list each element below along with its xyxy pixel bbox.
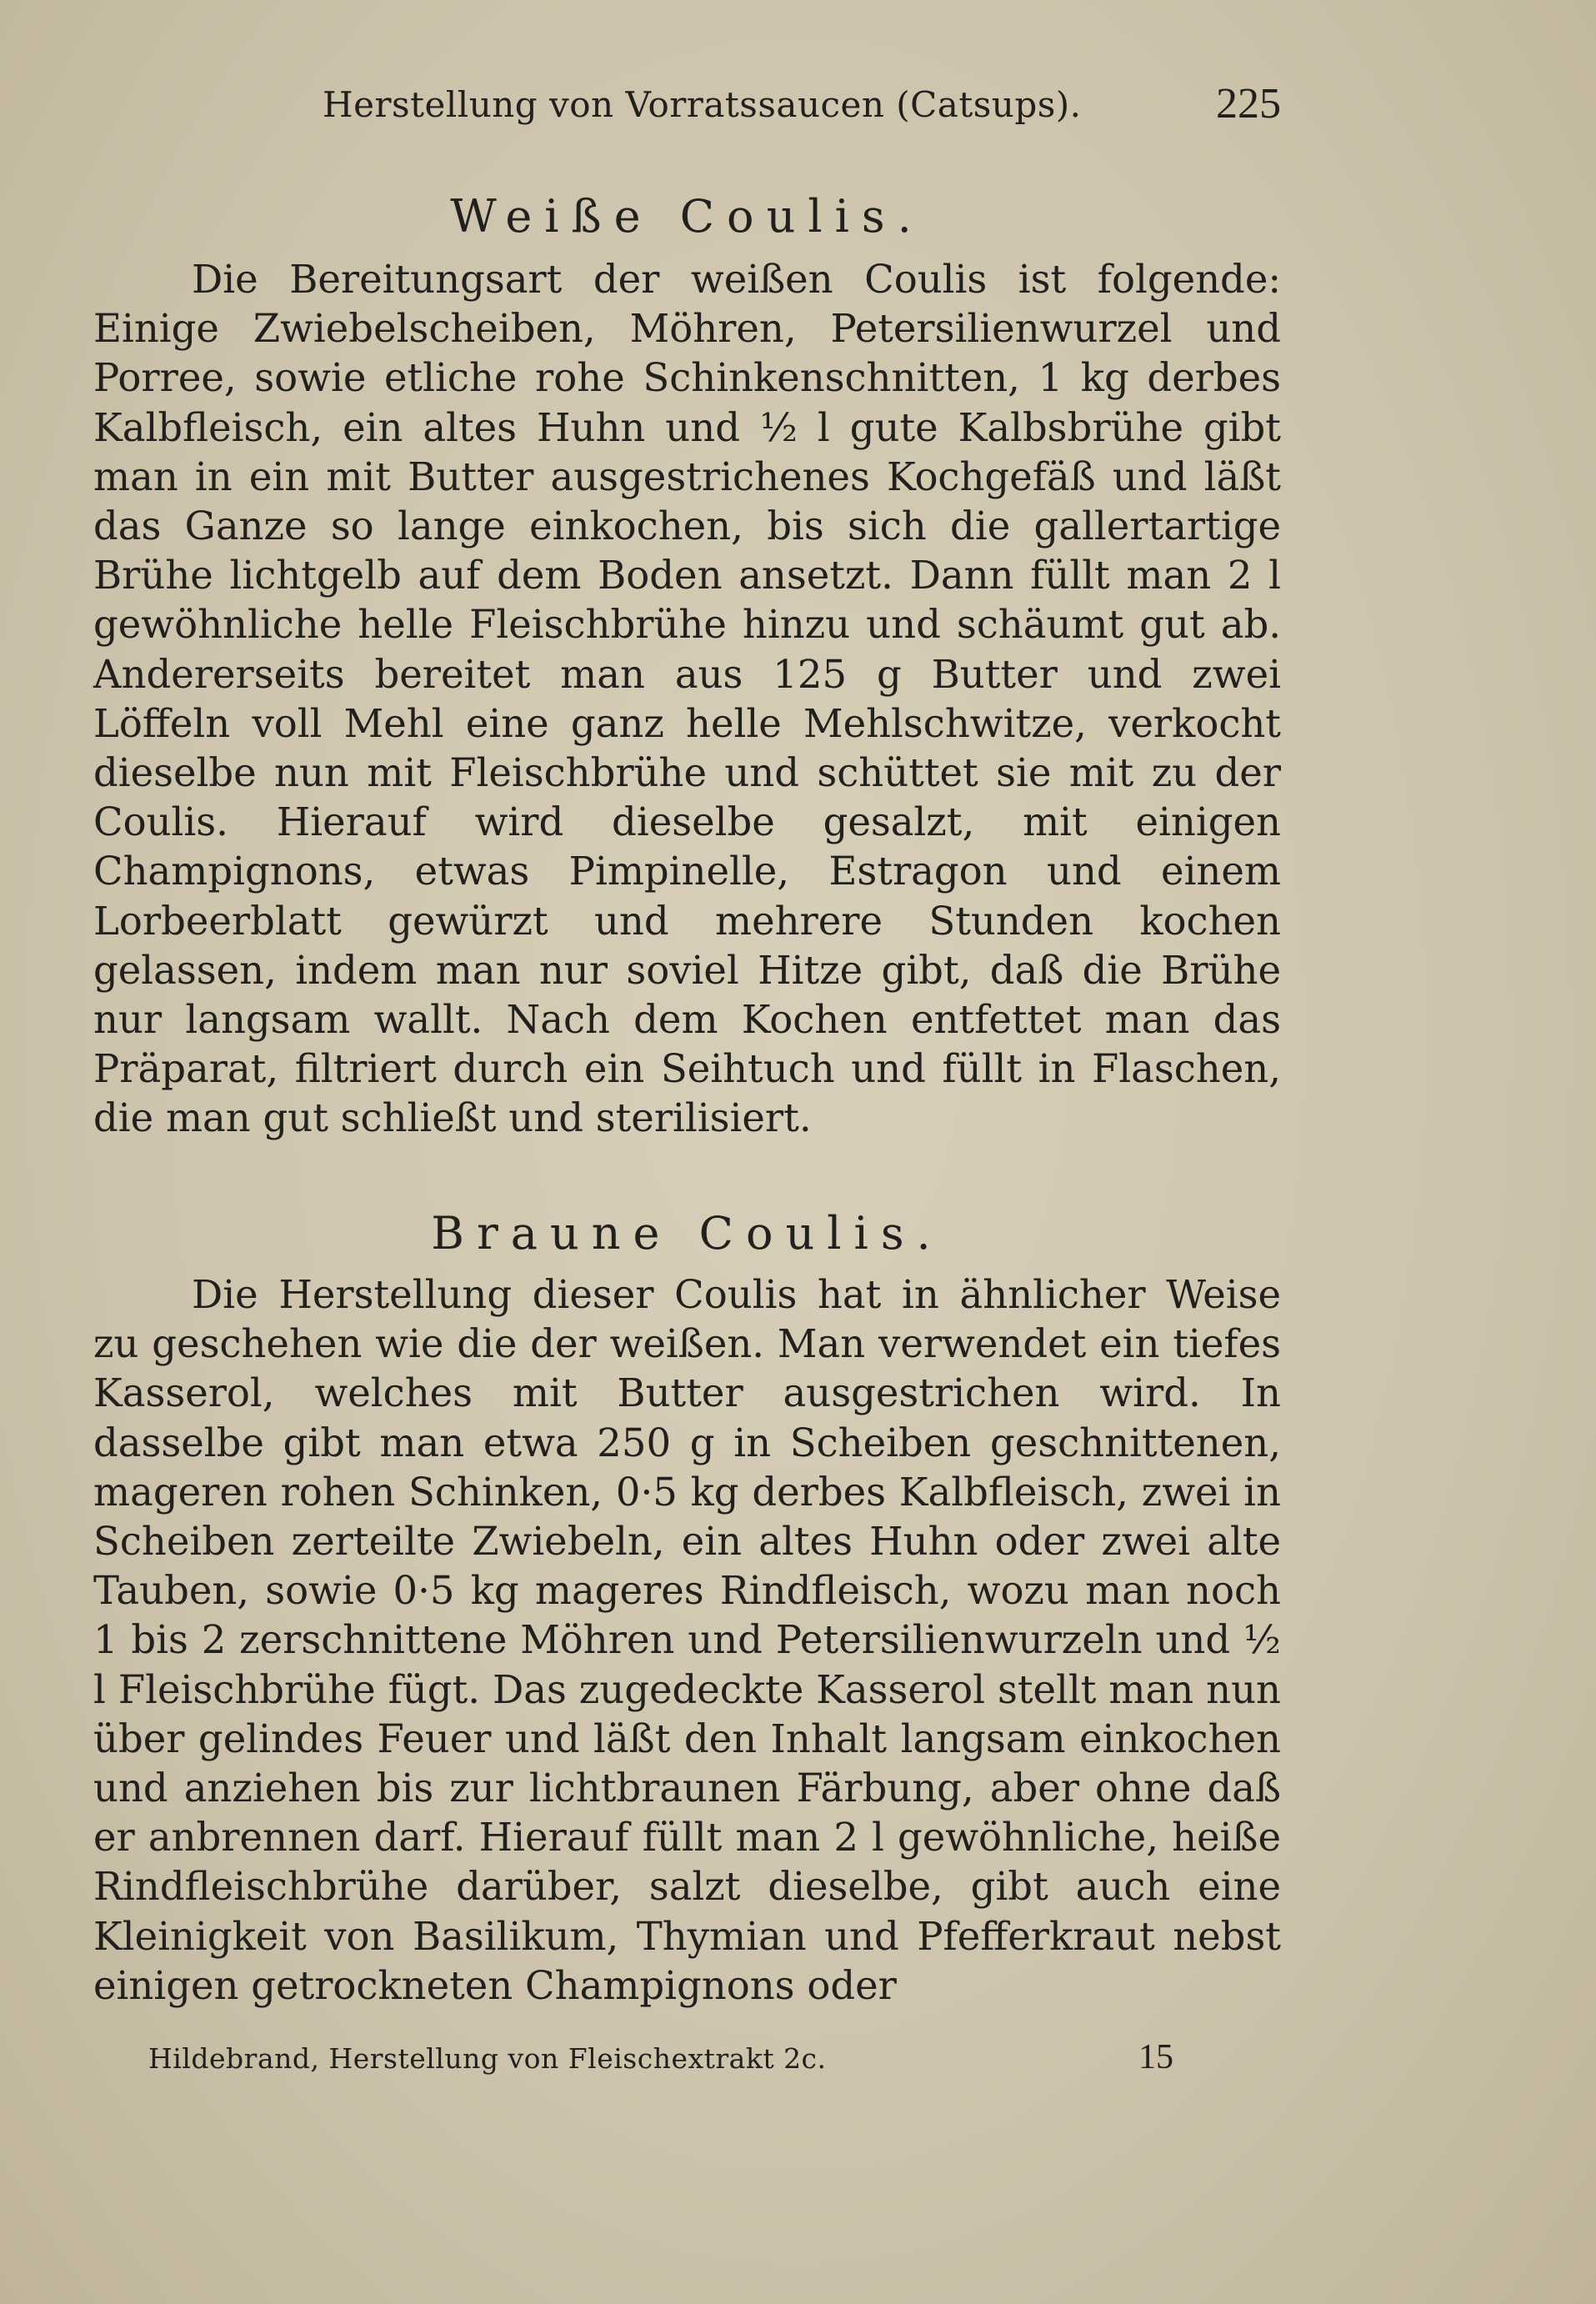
running-title: Herstellung von Vorratssaucen (Catsups). — [323, 84, 1082, 125]
signature-line: Hildebrand, Herstellung von Fleischextrakt 2c. — [148, 2042, 827, 2075]
section-heading-weisse-coulis: Weiße Coulis. — [450, 190, 924, 243]
section-heading-braune-coulis: Braune Coulis. — [431, 1207, 943, 1260]
sheet-number: 15 — [1138, 2038, 1173, 2076]
section-paragraph-braune-coulis: Die Herstellung dieser Coulis hat in ähnlicher Weise zu geschehen wie die der weißen. Man verwendet ein tiefes Kasserol, welches mit Butter ausgestrichen wird. In dasselbe gibt man etwa 250 g in Scheiben geschnittenen, mageren rohen Schinken, 0·5 kg derbes Kalbfleisch, zwei in Scheiben zerteilte Zwiebeln, ein altes Huhn oder zwei alte Tauben, sowie 0·5 kg mageres Rindfleisch, wozu man noch 1 bis 2 zerschnittene Möhren und Petersilienwurzeln und ½ l Fleischbrühe fügt. Das zugedeckte Kasserol stellt man nun über gelindes Feuer und läßt den Inhalt langsam einkochen und anziehen bis zur lichtbraunen Färbung, aber ohne daß er anbrennen darf. Hierauf füllt man 2 l gewöhnliche, heiße Rindfleischbrühe darüber, salzt dieselbe, gibt auch eine Kleinigkeit von Basilikum, Thymian und Pfefferkraut nebst einigen getrockneten Champignons oder — [93, 1272, 1281, 2008]
section-paragraph-weisse-coulis: Die Bereitungsart der weißen Coulis ist folgende: Einige Zwiebelscheiben, Möhren, Petersilienwurzel und Porree, sowie etliche rohe Schinkenschnitten, 1 kg derbes Kalbfleisch, ein altes Huhn und ½ l gute Kalbsbrühe gibt man in ein mit Butter ausgestrichenes Kochgefäß und läßt das Ganze so lange einkochen, bis sich die gallertartige Brühe lichtgelb auf dem Boden ansetzt. Dann füllt man 2 l gewöhnliche helle Fleischbrühe hinzu und schäumt gut ab. Andererseits bereitet man aus 125 g Butter und zwei Löffeln voll Mehl eine ganz helle Mehlschwitze, verkocht dieselbe nun mit Fleischbrühe und schüttet sie mit zu der Coulis. Hierauf wird dieselbe gesalzt, mit einigen Champignons, etwas Pimpinelle, Estragon und einem Lorbeerblatt gewürzt und mehrere Stunden kochen gelassen, indem man nur soviel Hitze gibt, daß die Brühe nur langsam wallt. Nach dem Kochen entfettet man das Präparat, filtriert durch ein Seihtuch und füllt in Flaschen, die man gut schließt und sterilisiert. — [93, 257, 1281, 1141]
page-footer — [148, 2034, 1173, 2084]
page-header — [93, 79, 1281, 146]
page-number: 225 — [1216, 80, 1281, 128]
